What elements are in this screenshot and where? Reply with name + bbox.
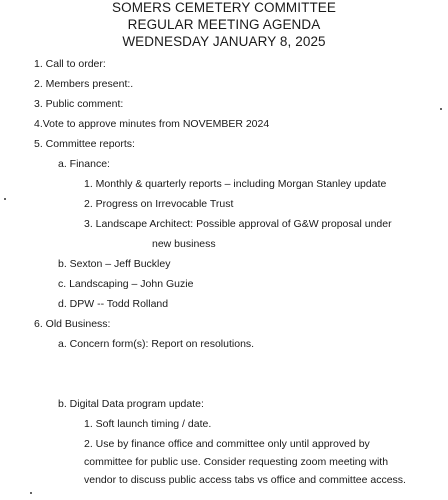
digital-data-item-usage-line3: vendor to discuss public access tabs vs office and committee access. <box>84 474 406 486</box>
meeting-date-title: WEDNESDAY JANUARY 8, 2025 <box>122 34 326 49</box>
scan-speck <box>440 108 442 110</box>
agenda-item-call-to-order: 1. Call to order: <box>34 58 106 70</box>
agenda-item-old-business: 6. Old Business: <box>34 318 111 330</box>
finance-item-landscape-architect: 3. Landscape Architect: Possible approval of G&W proposal under <box>84 218 392 230</box>
agenda-subitem-finance: a. Finance: <box>58 158 110 170</box>
agenda-item-approve-minutes: 4.Vote to approve minutes from NOVEMBER 2024 <box>34 118 270 130</box>
agenda-subitem-landscaping: c. Landscaping – John Guzie <box>58 278 194 290</box>
agenda-item-public-comment: 3. Public comment: <box>34 98 124 110</box>
agenda-subitem-digital-data: b. Digital Data program update: <box>58 398 204 410</box>
finance-item-reports: 1. Monthly & quarterly reports – including Morgan Stanley update <box>84 178 387 190</box>
digital-data-item-soft-launch: 1. Soft launch timing / date. <box>84 418 212 430</box>
agenda-item-members-present: 2. Members present:. <box>34 78 134 90</box>
agenda-subitem-concern-forms: a. Concern form(s): Report on resolutions. <box>58 338 255 350</box>
digital-data-item-usage-line2: committee for public use. Consider requesting zoom meeting with <box>84 456 389 468</box>
finance-item-landscape-architect-continued: new business <box>152 238 216 250</box>
scan-speck <box>4 198 6 200</box>
finance-item-trust: 2. Progress on Irrevocable Trust <box>84 198 234 210</box>
scan-speck <box>30 492 32 494</box>
committee-title: SOMERS CEMETERY COMMITTEE <box>111 0 337 15</box>
agenda-item-committee-reports: 5. Committee reports: <box>34 138 135 150</box>
agenda-subitem-sexton: b. Sexton – Jeff Buckley <box>58 258 171 270</box>
agenda-subitem-dpw: d. DPW -- Todd Rolland <box>58 298 169 310</box>
meeting-type-title: REGULAR MEETING AGENDA <box>127 17 321 32</box>
digital-data-item-usage-line1: 2. Use by finance office and committee only until approved by <box>84 438 370 450</box>
